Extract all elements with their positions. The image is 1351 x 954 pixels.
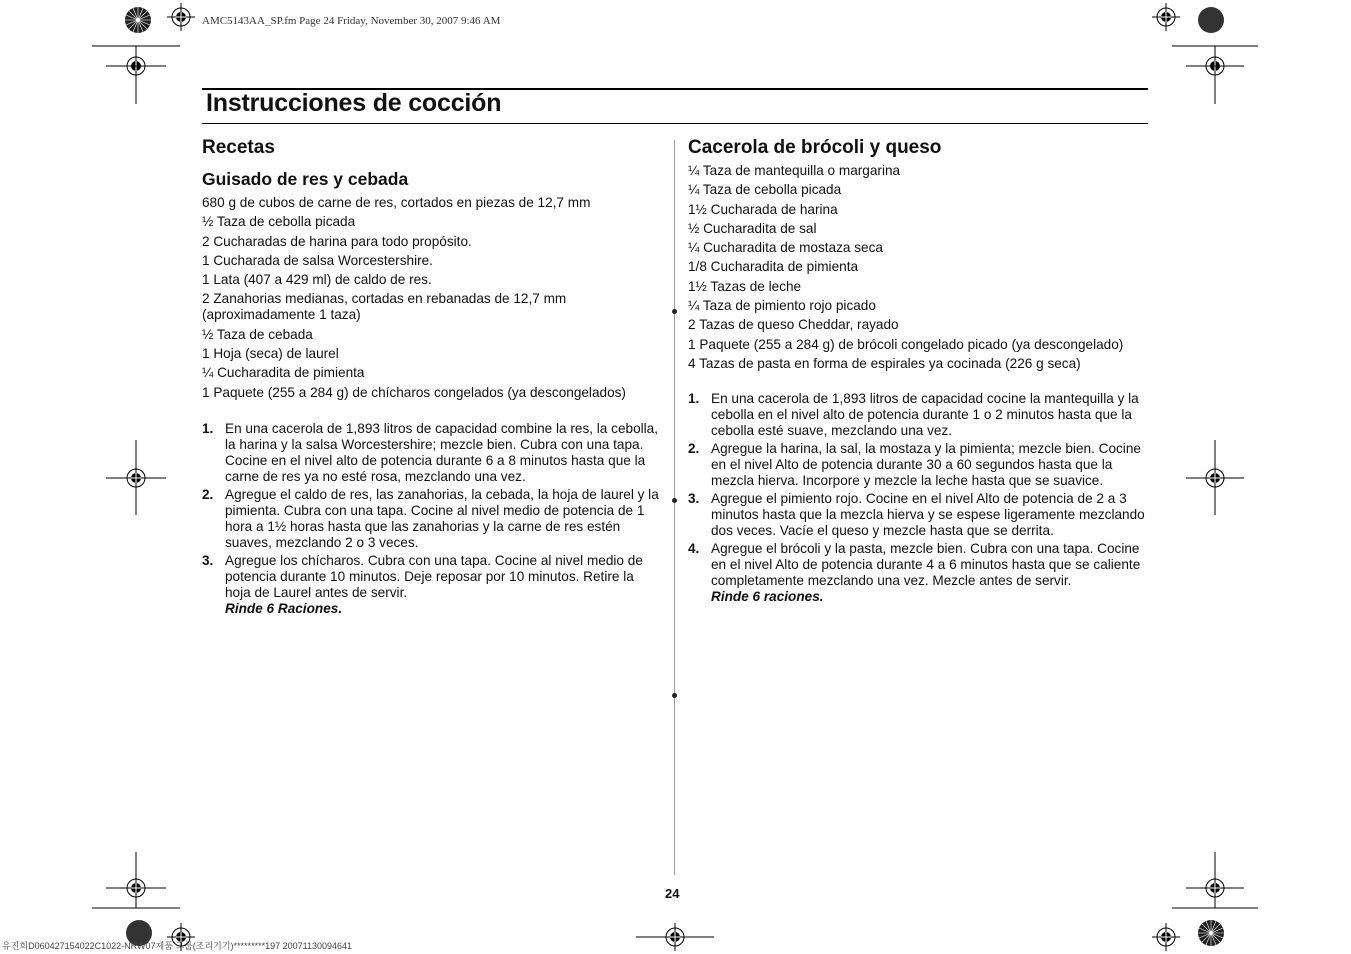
step [202,421,662,485]
ingredient: ¼ Taza de pimiento rojo picado [688,298,876,314]
binding-dot [672,309,677,314]
step-text: Agregue la harina, la sal, la mostaza y la pimienta; mezcle bien. Cocine en el nivel Alto de potencia durante 30 a 60 segundos hasta que la mezcla hierva. Incorpore y mezcle la leche hasta que se suavice. [711,440,1141,488]
column-divider [674,140,675,875]
crosshair-icon [1152,923,1180,951]
ingredient: 1 Lata (407 a 429 ml) de caldo de res. [202,272,432,288]
binding-dot [672,498,677,503]
step-text: Agregue los chícharos. Cubra con una tapa. Cocine al nivel medio de potencia durante 10 minutos. Deje reposar por 10 minutos. Retire la hoja de Laurel antes de servir. [225,552,643,600]
title-rule-bottom [202,123,1148,124]
step-number: 4. [688,540,700,556]
ingredient: 2 Tazas de queso Cheddar, rayado [688,317,899,333]
yield-note: Rinde 6 raciones. [711,588,824,604]
step-number: 3. [202,552,214,568]
ingredient: 1½ Cucharada de harina [688,201,838,217]
ingredient: ½ Taza de cebolla picada [202,214,356,230]
yield-note: Rinde 6 Raciones. [225,600,343,616]
left-column [202,137,662,619]
crosshair-icon [661,923,689,951]
ingredient: 4 Tazas de pasta en forma de espirales ya cocinada (226 g seca) [688,355,1081,371]
step-text: En una cacerola de 1,893 litros de capacidad cocine la mantequilla y la cebolla en el nivel alto de potencia durante 1 o 2 minutos hasta que la cebolla esté suave, mezclando una vez. [711,390,1139,438]
section-title: Recetas [202,137,275,158]
ingredient: 2 Cucharadas de harina para todo propósito. [202,233,472,249]
step-text: Agregue el pimiento rojo. Cocine en el nivel Alto de potencia de 2 a 3 minutos hasta que la mezcla hierva y se espese ligeramente mezclando dos veces. Vacíe el queso y mezcle hasta que se derrita. [711,490,1145,538]
ingredient: 680 g de cubos de carne de res, cortados en piezas de 12,7 mm [202,195,591,210]
crosshair-icon [122,464,150,492]
step-list [688,391,1150,605]
step-list [202,421,662,617]
step-number: 2. [688,440,700,456]
step [688,491,1150,539]
ingredient-list [202,195,662,401]
step-number: 3. [688,490,700,506]
ingredient: ¼ Cucharadita de mostaza seca [688,240,883,256]
step-number: 1. [202,420,214,436]
step [202,487,662,551]
ingredient: 1½ Tazas de leche [688,278,802,294]
crosshair-icon [1201,874,1229,902]
ingredient: 1/8 Cucharadita de pimienta [688,259,859,275]
step-number: 2. [202,486,214,502]
right-column [688,137,1150,607]
binding-dot [672,693,677,698]
starburst-icon [1198,920,1224,946]
ingredient: 1 Paquete (255 a 284 g) de chícharos congelados (ya descongelados) [202,384,626,400]
step [688,391,1150,439]
crosshair-icon [122,874,150,902]
crosshair-icon [1152,3,1180,31]
ingredient: 1 Paquete (255 a 284 g) de brócoli congelado picado (ya descongelado) [688,336,1124,352]
step-text: En una cacerola de 1,893 litros de capacidad combine la res, la cebolla, la harina y la salsa Worcestershire; mezcle bien. Cubra con una tapa. Cocine en el nivel alto de potencia durante 6 a 8 minutos hasta que la carne de res ya no esté rosa, mezclando una vez. [225,420,659,484]
ingredient: ¼ Taza de cebolla picada [688,182,842,198]
page-title: Instrucciones de cocción [206,89,502,117]
recipe-title: Cacerola de brócoli y queso [688,137,942,158]
ingredient-list [688,163,1150,372]
print-file-info: AMC5143AA_SP.fm Page 24 Friday, November 30, 2007 9:46 AM [202,15,501,27]
ingredient: ¼ Taza de mantequilla o margarina [688,163,901,178]
step-text: Agregue el brócoli y la pasta, mezcle bien. Cubra con una tapa. Cocine en el nivel Alto de potencia durante 4 a 6 minutos hasta que se caliente completamente mezclando una vez. Mezcle antes de servir. [711,540,1141,588]
ingredient: ½ Taza de cebada [202,326,313,342]
ingredient: ½ Cucharadita de sal [688,220,817,236]
step [202,553,662,617]
ingredient: 1 Hoja (seca) de laurel [202,346,339,362]
step [688,541,1150,605]
step-number: 1. [688,390,700,406]
step-text: Agregue el caldo de res, las zanahorias, la cebada, la hoja de laurel y la pimienta. Cubra con una tapa. Cocine al nivel medio de potencia de 1 hora a 1½ horas hasta que las zanahorias y la carne de res estén suaves, mezclando 2 o 3 veces. [225,486,659,550]
page-number: 24 [665,886,680,901]
print-job-code: 유진희D060427154022C1022-NRW07제품 그룹(조리기기)*********197 20071130094641 [2,941,352,951]
crosshair-icon [1201,464,1229,492]
recipe-title: Guisado de res y cebada [202,169,409,189]
dark-swatch-icon [1198,7,1224,33]
starburst-icon [125,7,151,33]
ingredient: ¼ Cucharadita de pimienta [202,365,365,381]
crosshair-icon [167,3,195,31]
ingredient: 2 Zanahorias medianas, cortadas en rebanadas de 12,7 mm (aproximadamente 1 taza) [202,291,567,323]
step [688,441,1150,489]
ingredient: 1 Cucharada de salsa Worcestershire. [202,252,433,268]
